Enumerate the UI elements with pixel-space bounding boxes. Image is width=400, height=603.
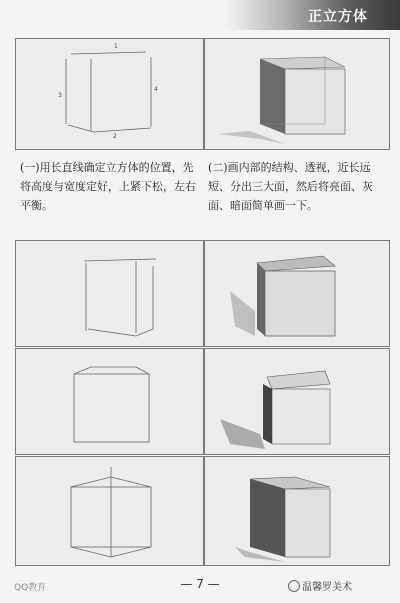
label-one: 1 bbox=[114, 43, 118, 50]
label-three: 3 bbox=[58, 92, 62, 99]
sketch-panel-row3-left bbox=[15, 456, 204, 566]
sketch-panel-step1 bbox=[15, 38, 204, 150]
sketch-panel-step2 bbox=[204, 38, 390, 150]
sketch-panel-row1-left bbox=[15, 240, 204, 347]
page-number: — 7 — bbox=[180, 577, 220, 591]
label-two: 2 bbox=[113, 133, 117, 140]
sketch-panel-row3-right bbox=[204, 456, 390, 566]
sketch-panel-row2-left bbox=[15, 348, 204, 455]
header-title: 正立方体 bbox=[308, 9, 368, 25]
cube-construction-sketch bbox=[16, 457, 203, 565]
header-banner bbox=[225, 0, 400, 30]
right-watermark: 温馨罗美术 bbox=[302, 582, 352, 593]
label-four: 4 bbox=[154, 86, 158, 93]
wechat-icon bbox=[288, 580, 300, 592]
cube-final-shading-sketch bbox=[205, 457, 389, 565]
caption-step1: (一)用长直线确定立方体的位置，先将高度与宽度定好，上紧下松，左右平衡。 bbox=[20, 161, 196, 212]
cube-light-shading-sketch bbox=[205, 349, 389, 454]
cube-outline-sketch bbox=[16, 39, 203, 149]
sketch-panel-row2-right bbox=[204, 348, 390, 455]
cube-shaded-sketch bbox=[205, 39, 389, 149]
cube-vertical-lines-sketch bbox=[16, 241, 203, 346]
caption-step2: (二)画内部的结构、透视，近长远短、分出三大面，然后将亮面、灰面、暗面简单画一下。 bbox=[208, 161, 373, 212]
cube-front-face-sketch bbox=[16, 349, 203, 454]
left-watermark: QQ教育 bbox=[14, 583, 47, 593]
sketch-panel-row1-right bbox=[204, 240, 390, 347]
cube-hatched-sketch bbox=[205, 241, 389, 346]
